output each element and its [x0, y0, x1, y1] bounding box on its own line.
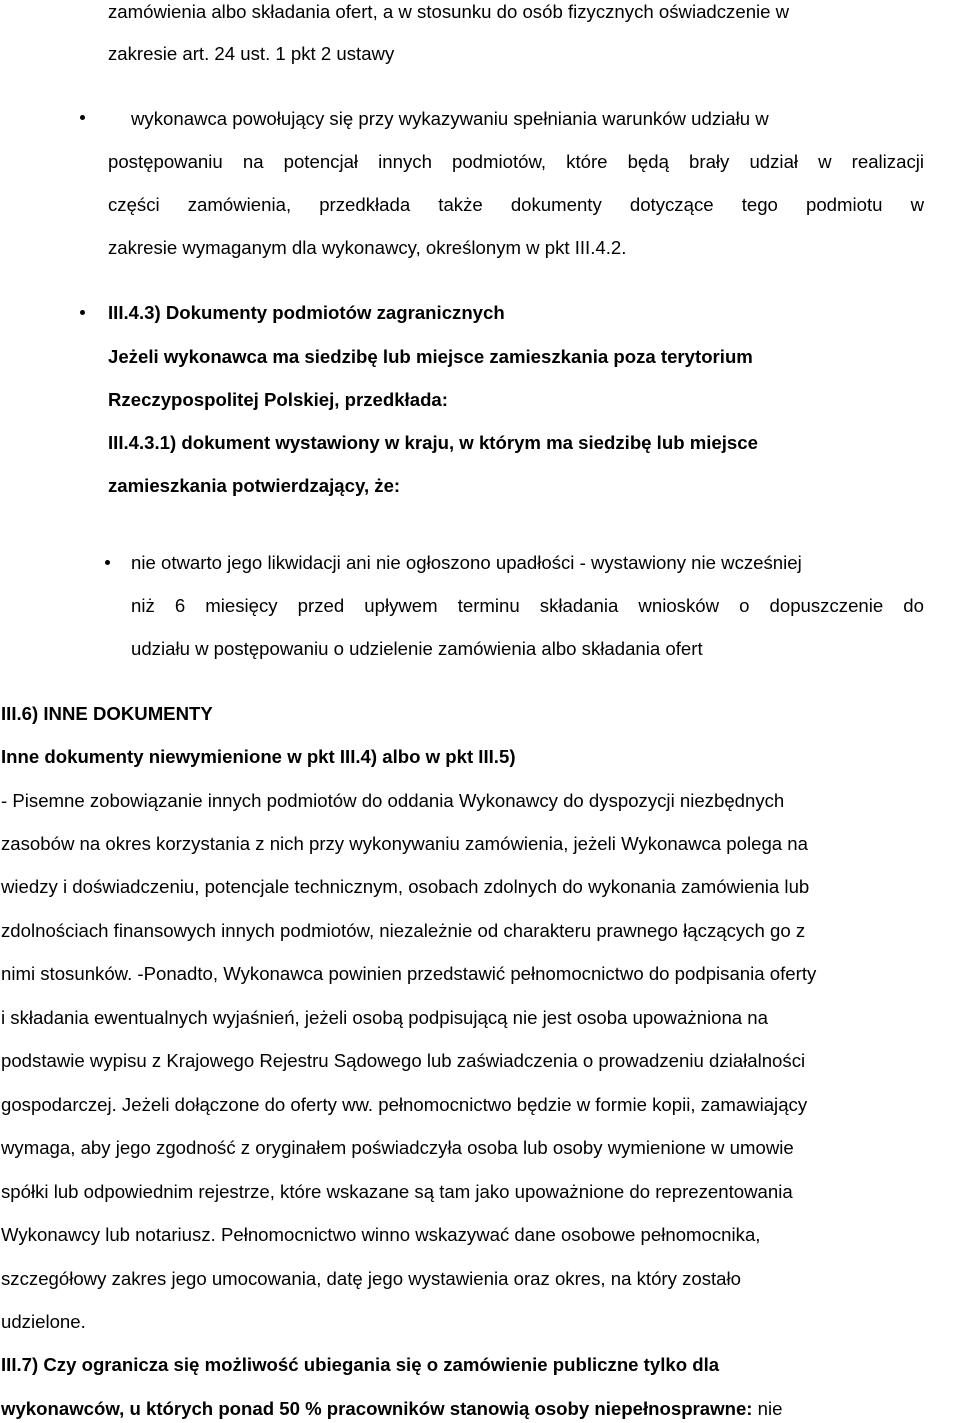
text-line: zakresie art. 24 ust. 1 pkt 2 ustawy	[108, 43, 395, 64]
text-line: Wykonawcy lub notariusz. Pełnomocnictwo winno wskazywać dane osobowe pełnomocnika,	[1, 1224, 761, 1245]
text-line: wykonawca powołujący się przy wykazywaniu spełniania warunków udziału w	[131, 108, 769, 129]
text-line: udziału w postępowaniu o udzielenie zamówienia albo składania ofert	[131, 638, 703, 659]
text-line: i składania ewentualnych wyjaśnień, jeżeli osobą podpisującą nie jest osoba upoważniona na	[1, 1007, 768, 1028]
text-line: zdolnościach finansowych innych podmiotów, niezależnie od charakteru prawnego łączących go z	[1, 920, 806, 941]
answer-text: nie	[757, 1398, 783, 1419]
text-line: - Pisemne zobowiązanie innych podmiotów do oddania Wykonawcy do dyspozycji niezbędnych	[1, 790, 785, 811]
text-line: niż 6 miesięcy przed upływem terminu składania wniosków o dopuszczenie do	[131, 595, 924, 616]
text-line: szczegółowy zakres jego umocowania, datę jego wystawienia oraz okres, na który zostało	[1, 1268, 741, 1289]
text-line: Jeżeli wykonawca ma siedzibę lub miejsce zamieszkania poza terytorium	[108, 346, 753, 367]
text-line: podstawie wypisu z Krajowego Rejestru Sądowego lub zaświadczenia o prowadzeniu działalności	[1, 1050, 806, 1071]
text-line: zakresie wymaganym dla wykonawcy, określonym w pkt III.4.2.	[108, 237, 627, 258]
section-subheading: Inne dokumenty niewymienione w pkt III.4) albo w pkt III.5)	[1, 746, 516, 767]
text-line: postępowaniu na potencjał innych podmiotów, które będą brały udział w realizacji	[108, 151, 924, 172]
text-line: spółki lub odpowiednim rejestrze, które wskazane są tam jako upoważnione do reprezentowania	[1, 1181, 793, 1202]
text-line: zasobów na okres korzystania z nich przy wykonywaniu zamówienia, jeżeli Wykonawca polega na	[1, 833, 808, 854]
text-line: Rzeczypospolitej Polskiej, przedkłada:	[108, 389, 448, 410]
section-heading: III.4.3) Dokumenty podmiotów zagranicznych	[108, 302, 505, 323]
text-line: zamówienia albo składania ofert, a w stosunku do osób fizycznych oświadczenie w	[108, 1, 790, 22]
question-text: wykonawców, u których ponad 50 % pracowników stanowią osoby niepełnosprawne:	[1, 1398, 753, 1419]
text-line: wiedzy i doświadczeniu, potencjale technicznym, osobach zdolnych do wykonania zamówienia lub	[1, 876, 810, 897]
bullet-dot-icon	[105, 560, 110, 565]
text-line: nimi stosunków. -Ponadto, Wykonawca powinien przedstawić pełnomocnictwo do podpisania oferty	[1, 963, 817, 984]
bullet-dot-icon	[80, 310, 85, 315]
text-line: zamieszkania potwierdzający, że:	[108, 475, 401, 496]
bullet-dot-icon	[80, 115, 85, 120]
text-line: udzielone.	[1, 1311, 86, 1332]
text-line: nie otwarto jego likwidacji ani nie ogłoszono upadłości - wystawiony nie wcześniej	[131, 552, 802, 573]
section-heading: III.7) Czy ogranicza się możliwość ubiegania się o zamówienie publiczne tylko dla	[1, 1354, 720, 1375]
text-line: III.4.3.1) dokument wystawiony w kraju, w którym ma siedzibę lub miejsce	[108, 432, 758, 453]
text-line: wymaga, aby jego zgodność z oryginałem poświadczyła osoba lub osoby wymienione w umowie	[1, 1137, 794, 1158]
text-line: części zamówienia, przedkłada także dokumenty dotyczące tego podmiotu w	[108, 194, 924, 215]
section-heading: III.6) INNE DOKUMENTY	[1, 703, 213, 724]
text-line	[1, 1398, 782, 1420]
text-line: gospodarczej. Jeżeli dołączone do oferty ww. pełnomocnictwo będzie w formie kopii, zamawiający	[1, 1094, 808, 1115]
